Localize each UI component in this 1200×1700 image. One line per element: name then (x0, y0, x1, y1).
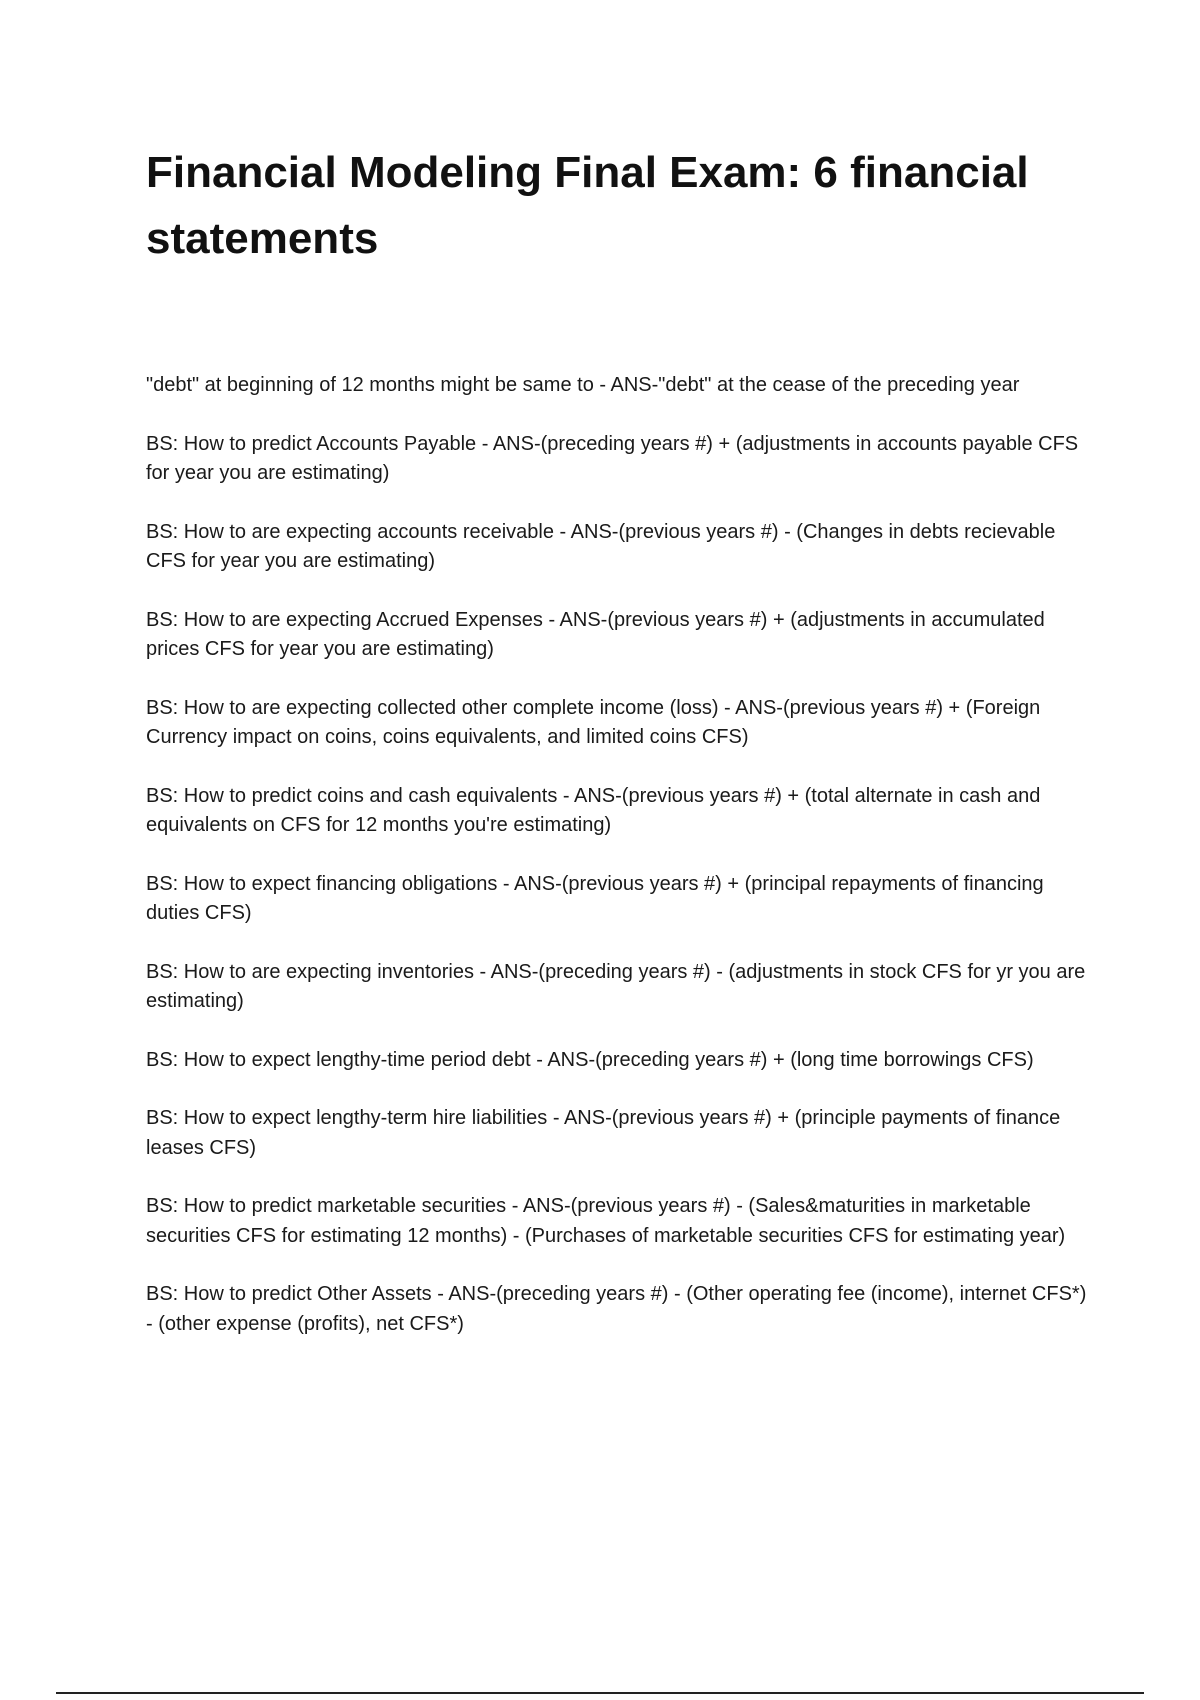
qa-item: BS: How to predict marketable securities - ANS-(previous years #) - (Sales&maturities in marketable securities CFS for estimating 12 months) - (Purchases of marketable securities CFS for estimating year) (146, 1195, 1066, 1247)
qa-item: BS: How to are expecting collected other complete income (loss) - ANS-(previous years #) + (Foreign Currency impact on coins, coins equivalents, and limited coins CFS) (146, 696, 1041, 748)
qa-item: "debt" at beginning of 12 months might be same to - ANS-"debt" at the cease of the preceding year (146, 374, 1020, 396)
qa-item: BS: How to are expecting Accrued Expenses - ANS-(previous years #) + (adjustments in accumulated prices CFS for year you are estimating) (146, 608, 1045, 660)
footer-divider (56, 1692, 1144, 1694)
page-title: Financial Modeling Final Exam: 6 financial statements (146, 148, 1029, 263)
qa-item: BS: How to expect financing obligations - ANS-(previous years #) + (principal repayments of financing duties CFS) (146, 872, 1044, 924)
qa-list (146, 371, 1096, 1368)
qa-item: BS: How to expect lengthy-term hire liabilities - ANS-(previous years #) + (principle payments of finance leases CFS) (146, 1107, 1061, 1159)
qa-item: BS: How to predict Accounts Payable - ANS-(preceding years #) + (adjustments in accounts payable CFS for year you are estimating) (146, 432, 1079, 484)
qa-item: BS: How to expect lengthy-time period debt - ANS-(preceding years #) + (long time borrowings CFS) (146, 1048, 1034, 1071)
qa-item: BS: How to predict Other Assets - ANS-(preceding years #) - (Other operating fee (income), internet CFS*) - (other expense (profits), net CFS*) (146, 1283, 1087, 1335)
qa-item: BS: How to are expecting inventories - ANS-(preceding years #) - (adjustments in stock CFS for yr you are estimating) (146, 960, 1086, 1012)
qa-item: BS: How to predict coins and cash equivalents - ANS-(previous years #) + (total alternate in cash and equivalents on CFS for 12 months you're estimating) (146, 784, 1041, 836)
qa-item: BS: How to are expecting accounts receivable - ANS-(previous years #) - (Changes in debts recievable CFS for year you are estimating) (146, 520, 1056, 572)
